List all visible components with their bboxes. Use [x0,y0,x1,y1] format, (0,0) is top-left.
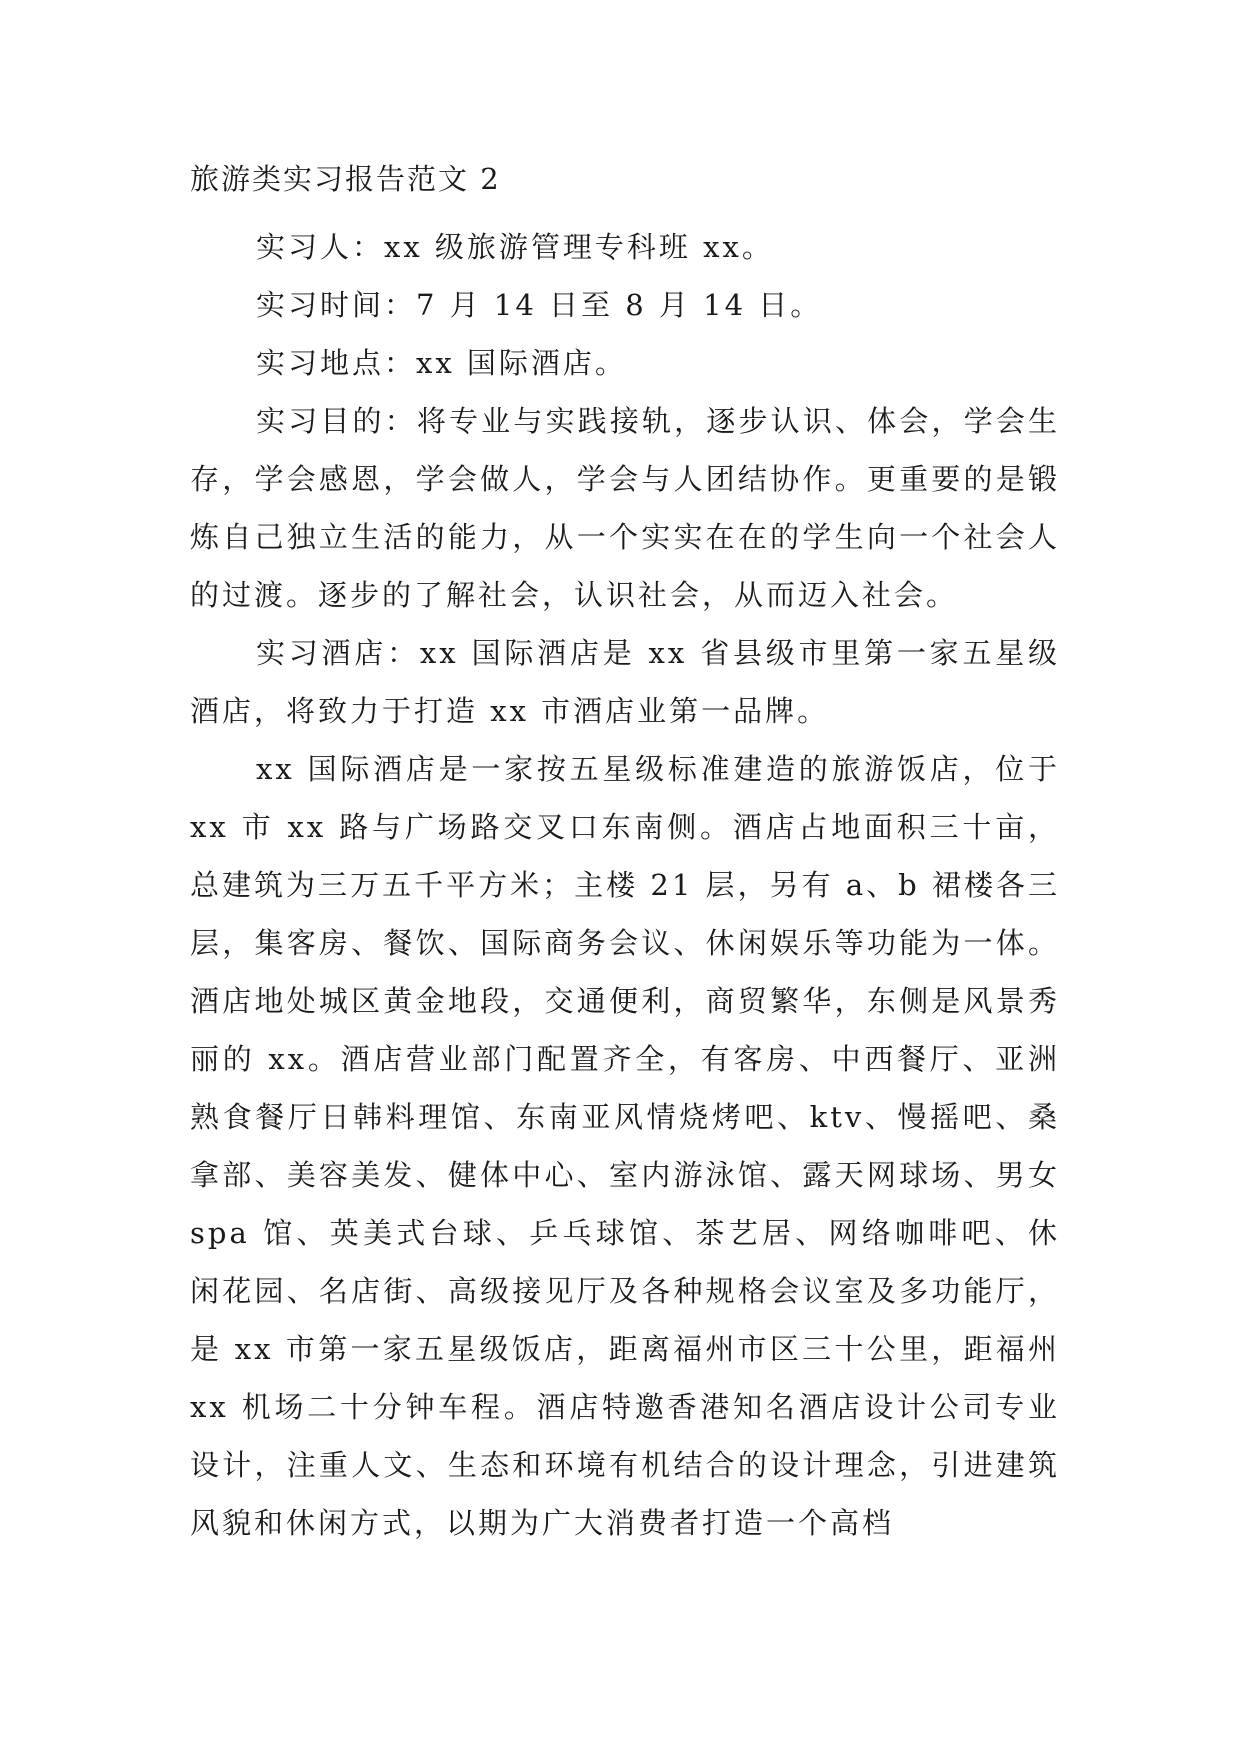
paragraph-location: 实习地点：xx 国际酒店。 [256,346,627,380]
paragraph-intern: 实习人：xx 级旅游管理专科班 xx。 [256,230,774,264]
paragraph-time: 实习时间：7 月 14 日至 8 月 14 日。 [256,288,823,322]
document-page [190,158,1060,1552]
paragraph-hotel-description: xx 国际酒店是一家按五星级标准建造的旅游饭店，位于 xx 市 xx 路与广场路交叉口东南侧。酒店占地面积三十亩，总建筑为三万五千平方米；主楼 21 层，另有 a、b 裙楼各三层，集客房、餐饮、国际商务会议、休闲娱乐等功能为一体。酒店地处城区黄金地段，交通便利，商贸繁华，东侧是风景秀丽的 xx。酒店营业部门配置齐全，有客房、中西餐厅、亚洲熟食餐厅日韩料理馆、东南亚风情烧烤吧、ktv、慢摇吧、桑拿部、美容美发、健体中心、室内游泳馆、露天网球场、男女 spa 馆、英美式台球、乒乓球馆、茶艺居、网络咖啡吧、休闲花园、名店街、高级接见厅及各种规格会议室及多功能厅，是 xx 市第一家五星级饭店，距离福州市区三十公里，距福州 xx 机场二十分钟车程。酒店特邀香港知名酒店设计公司专业设计，注重人文、生态和环境有机结合的设计理念，引进建筑风貌和休闲方式，以期为广大消费者打造一个高档 [190,752,1060,1540]
paragraph-hotel: 实习酒店：xx 国际酒店是 xx 省县级市里第一家五星级酒店，将致力于打造 xx 市酒店业第一品牌。 [190,636,1060,728]
document-title: 旅游类实习报告范文 2 [190,162,501,196]
paragraph-purpose: 实习目的：将专业与实践接轨，逐步认识、体会，学会生存，学会感恩，学会做人，学会与人团结协作。更重要的是锻炼自己独立生活的能力，从一个实实在在的学生向一个社会人的过渡。逐步的了解社会，认识社会，从而迈入社会。 [190,404,1060,612]
